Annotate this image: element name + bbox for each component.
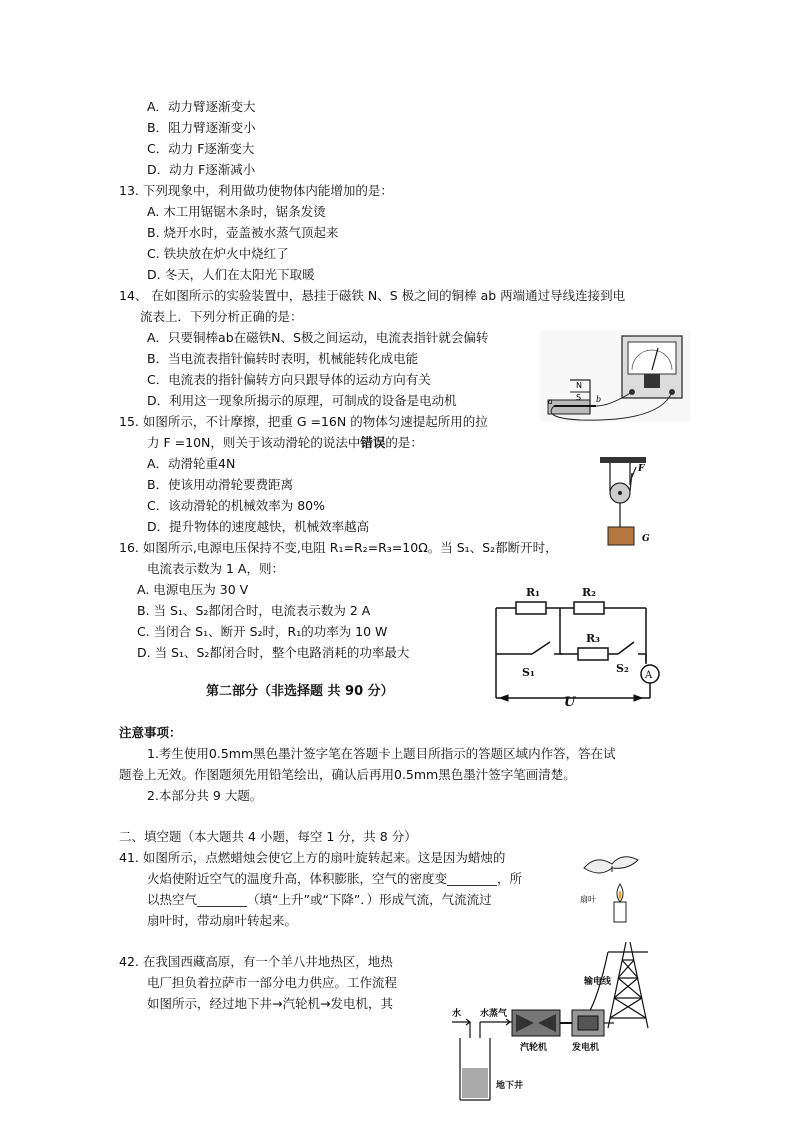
q41-line2: 火焰使附近空气的温度升高，体积膨胀，空气的密度变________，所 [147, 871, 523, 886]
q16-label-r2: R₂ [582, 586, 596, 599]
q42-label-steam: 水蒸气 [480, 1009, 508, 1019]
q42-label-water: 水 [452, 1009, 462, 1019]
q16-label-s1: S₁ [522, 666, 535, 679]
q41-line3: 以热空气________（填“上升”或“下降”．）形成气流，气流流过 [147, 892, 492, 907]
q14-stem-line2: 流表上．下列分析正确的是： [140, 309, 303, 324]
q42-label-generator: 发电机 [572, 1043, 600, 1053]
q12-option-c: C．动力 F逐渐变大 [147, 141, 255, 156]
q42-figure [448, 938, 678, 1108]
q15-stem-line2: 力 F =10N，则关于该动滑轮的说法中错误的是： [147, 435, 423, 450]
q16-label-u: U [564, 695, 576, 710]
q13-option-b: B. 烧开水时，壶盖被水蒸气顶起来 [147, 225, 339, 240]
q13-option-a: A. 木工用锯锯木条时，锯条发烫 [147, 204, 326, 219]
q42-line2: 电厂担负着拉萨市一部分电力供应。工作流程 [147, 975, 398, 990]
q42-label-power-line: 输电线 [584, 977, 612, 987]
q16-option-d: D. 当 S₁、S₂都闭合时，整个电路消耗的功率最大 [137, 645, 410, 660]
q12-option-a: A．动力臂逐渐变大 [147, 99, 256, 114]
q14-option-b: B．当电流表指针偏转时表明，机械能转化成电能 [147, 351, 419, 366]
q16-label-r3: R₃ [586, 632, 600, 645]
q14-figure [540, 330, 690, 422]
q16-option-b: B. 当 S₁、S₂都闭合时，电流表示数为 2 A [137, 603, 371, 618]
q14-option-c: C．电流表的指针偏转方向只跟导体的运动方向有关 [147, 372, 431, 387]
q14-option-d: D．利用这一现象所揭示的原理，可制成的设备是电动机 [147, 393, 457, 408]
q14-option-a: A．只要铜棒ab在磁铁N、S极之间运动，电流表指针就会偏转 [147, 330, 489, 345]
q42-line1: 42. 在我国西藏高原，有一个羊八井地热区，地热 [119, 954, 393, 969]
q12-option-b: B．阻力臂逐渐变小 [147, 120, 256, 135]
q13-stem: 13. 下列现象中，利用做功使物体内能增加的是： [119, 183, 393, 198]
q14-label-b: b [596, 395, 602, 404]
q15-label-f: F [638, 464, 645, 474]
q12-option-d: D．动力 F逐渐减小 [147, 162, 256, 177]
q15-label-g: G [642, 534, 650, 544]
q42-line3: 如图所示，经过地下井→汽轮机→发电机，其 [147, 996, 393, 1011]
section2-title: 二、填空题（本大题共 4 小题，每空 1 分，共 8 分） [119, 829, 417, 844]
notes-line2: 题卷上无效。作图题须先用铅笔绘出，确认后再用0.5mm黑色墨汁签字笔画清楚。 [119, 767, 576, 782]
q14-label-s: S [576, 393, 582, 402]
q16-label-r1: R₁ [526, 586, 540, 599]
q15-option-d: D．提升物体的速度越快，机械效率越高 [147, 519, 370, 534]
q15-option-a: A．动滑轮重4N [147, 456, 236, 471]
q16-stem-line2: 电流表示数为 1 A，则： [147, 561, 284, 576]
q13-option-c: C. 铁块放在炉火中烧红了 [147, 246, 289, 261]
q16-circuit-figure [488, 584, 668, 710]
q15-stem-line1: 15. 如图所示，不计摩擦，把重 G =16N 的物体匀速提起所用的拉 [119, 414, 488, 429]
q14-stem-line1: 14、 在如图所示的实验装置中，悬挂于磁铁 N、S 极之间的铜棒 ab 两端通过导线连接到电 [119, 288, 626, 303]
q16-option-a: A. 电源电压为 30 V [137, 582, 249, 597]
q15-option-c: C．该动滑轮的机械效率为 80% [147, 498, 325, 513]
q41-label-fan: 扇叶 [580, 895, 596, 904]
q41-line1: 41. 如图所示，点燃蜡烛会使它上方的扇叶旋转起来。这是因为蜡烛的 [119, 850, 506, 865]
notes-heading: 注意事项： [119, 725, 182, 740]
q16-label-s2: S₂ [616, 662, 629, 675]
q15-figure [598, 455, 658, 553]
q16-option-c: C. 当闭合 S₁、断开 S₂时，R₁的功率为 10 W [137, 624, 388, 639]
q16-stem-line1: 16. 如图所示,电源电压保持不变,电阻 R₁=R₂=R₃=10Ω。当 S₁、S₂都断开时， [119, 540, 558, 555]
notes-line1: 1.考生使用0.5mm黑色墨汁签字笔在答题卡上题目所指示的答题区域内作答，答在试 [147, 746, 616, 761]
q42-label-turbine: 汽轮机 [520, 1043, 548, 1053]
q41-line4: 扇叶时，带动扇叶转起来。 [147, 913, 298, 928]
notes-line3: 2.本部分共 9 大题。 [147, 788, 263, 803]
part2-title: 第二部分（非选择题 共 90 分） [206, 684, 394, 699]
q16-label-ammeter: A [645, 670, 653, 681]
q42-label-well: 地下井 [496, 1081, 524, 1091]
q41-figure [578, 848, 648, 924]
q14-label-a: a [548, 397, 553, 406]
q15-option-b: B．使该用动滑轮要费距离 [147, 477, 294, 492]
q13-option-d: D. 冬天，人们在太阳光下取暖 [147, 267, 315, 282]
q14-label-n: N [576, 381, 582, 390]
